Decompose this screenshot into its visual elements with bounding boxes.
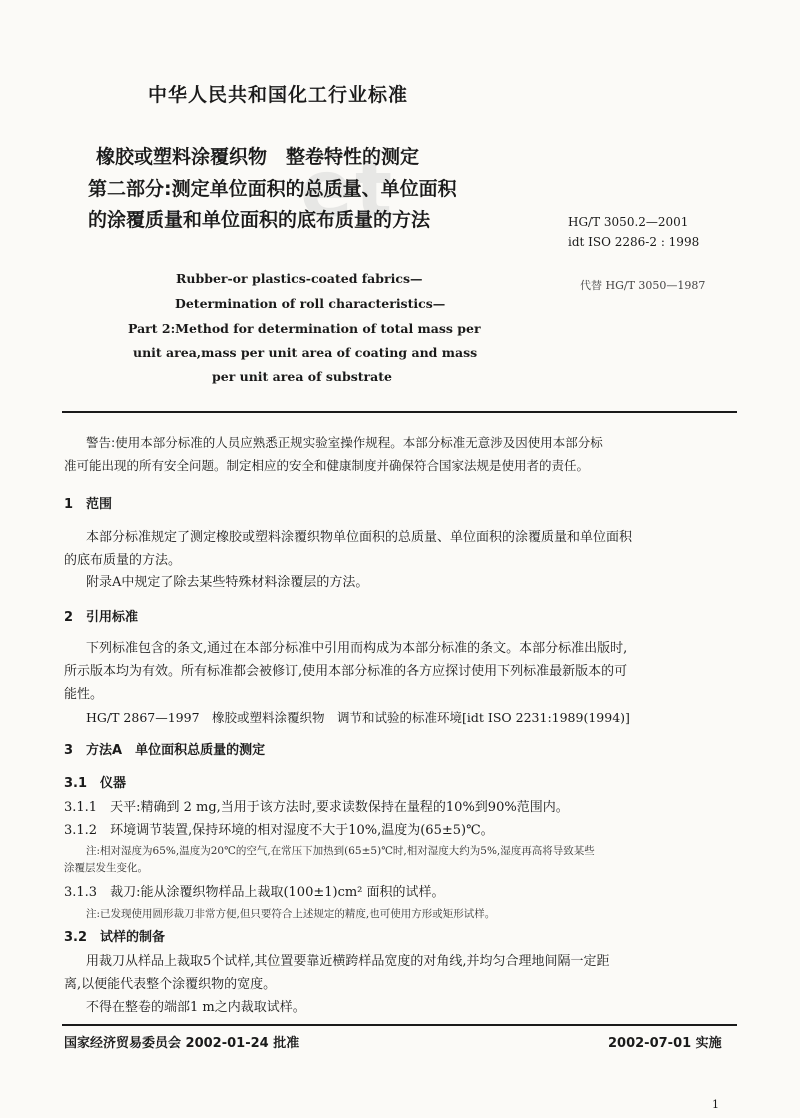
standard-replaces: 代替 HG/T 3050—1987	[580, 279, 706, 292]
clause-3-1-2-note: 涂覆层发生变化。	[64, 862, 148, 874]
section-3-2-text: 用裁刀从样品上裁取5个试样,其位置要靠近横跨样品宽度的对角线,并均匀合理地间隔一定距	[86, 954, 610, 969]
section-3-heading: 3 方法A 单位面积总质量的测定	[64, 743, 266, 758]
section-2-text: 下列标准包含的条文,通过在本部分标准中引用而构成为本部分标准的条文。本部分标准出版时,	[86, 641, 628, 656]
title-en-line4: unit area,mass per unit area of coating and mass	[133, 345, 478, 360]
normative-reference: HG/T 2867—1997 橡胶或塑料涂覆织物 调节和试验的标准环境[idt ISO 2231:1989(1994)]	[86, 710, 630, 725]
clause-3-1-3: 3.1.3 裁刀:能从涂覆织物样品上裁取(100±1)cm² 面积的试样。	[64, 885, 445, 900]
implementation-date: 2002-07-01 实施	[608, 1036, 722, 1051]
title-en-line2: Determination of roll characteristics—	[175, 296, 446, 311]
section-1-text: 的底布质量的方法。	[64, 553, 182, 568]
section-1-text: 本部分标准规定了测定橡胶或塑料涂覆织物单位面积的总质量、单位面积的涂覆质量和单位面积	[86, 530, 633, 545]
warning-line2: 准可能出现的所有安全问题。制定相应的安全和健康制度并确保符合国家法规是使用者的责任。	[64, 458, 590, 473]
section-3-2-text: 离,以便能代表整个涂覆织物的宽度。	[64, 977, 277, 992]
clause-3-1-2: 3.1.2 环境调节装置,保持环境的相对湿度不大于10%,温度为(65±5)℃。	[64, 823, 494, 838]
section-2-text: 所示版本均为有效。所有标准都会被修订,使用本部分标准的各方应探讨使用下列标准最新版本的可	[64, 664, 628, 679]
clause-3-1-3-note: 注:已发现使用圆形裁刀非常方便,但只要符合上述规定的精度,也可使用方形或矩形试样。	[86, 908, 496, 920]
warning-line1: 警告:使用本部分标准的人员应熟悉正规实验室操作规程。本部分标准无意涉及因使用本部分标	[86, 435, 603, 450]
section-2-heading: 2 引用标准	[64, 610, 139, 625]
section-1-text: 附录A中规定了除去某些特殊材料涂覆层的方法。	[86, 575, 369, 590]
page-number: 1	[712, 1098, 719, 1111]
section-2-text: 能性。	[64, 687, 104, 702]
section-1-heading: 1 范围	[64, 497, 113, 512]
section-3-2-text: 不得在整卷的端部1 m之内裁取试样。	[86, 1000, 306, 1015]
watermark: et	[300, 145, 395, 235]
title-cn-line2: 第二部分:测定单位面积的总质量、单位面积	[88, 178, 457, 200]
standard-idt: idt ISO 2286-2 : 1998	[568, 235, 700, 249]
footer-rule	[62, 1024, 737, 1026]
title-en-line3: Part 2:Method for determination of total mass per	[128, 321, 481, 336]
approval-line: 国家经济贸易委员会 2002-01-24 批准	[64, 1036, 300, 1051]
subsection-3-2: 3.2 试样的制备	[64, 930, 166, 945]
title-cn-line3: 的涂覆质量和单位面积的底布质量的方法	[88, 209, 431, 231]
clause-3-1-1: 3.1.1 天平:精确到 2 mg,当用于该方法时,要求读数保持在量程的10%到90%范围内。	[64, 800, 569, 815]
standard-number: HG/T 3050.2—2001	[568, 215, 689, 229]
industry-standard-title: 中华人民共和国化工行业标准	[148, 84, 409, 106]
header-rule	[62, 411, 737, 413]
subsection-3-1: 3.1 仪器	[64, 776, 127, 791]
title-cn-line1: 橡胶或塑料涂覆织物 整卷特性的测定	[96, 146, 420, 168]
clause-3-1-2-note: 注:相对湿度为65%,温度为20℃的空气,在常压下加热到(65±5)℃时,相对湿度大约为5%,湿度再高将导致某些	[86, 845, 595, 857]
title-en-line5: per unit area of substrate	[212, 369, 392, 384]
title-en-line1: Rubber-or plastics-coated fabrics—	[176, 271, 423, 286]
